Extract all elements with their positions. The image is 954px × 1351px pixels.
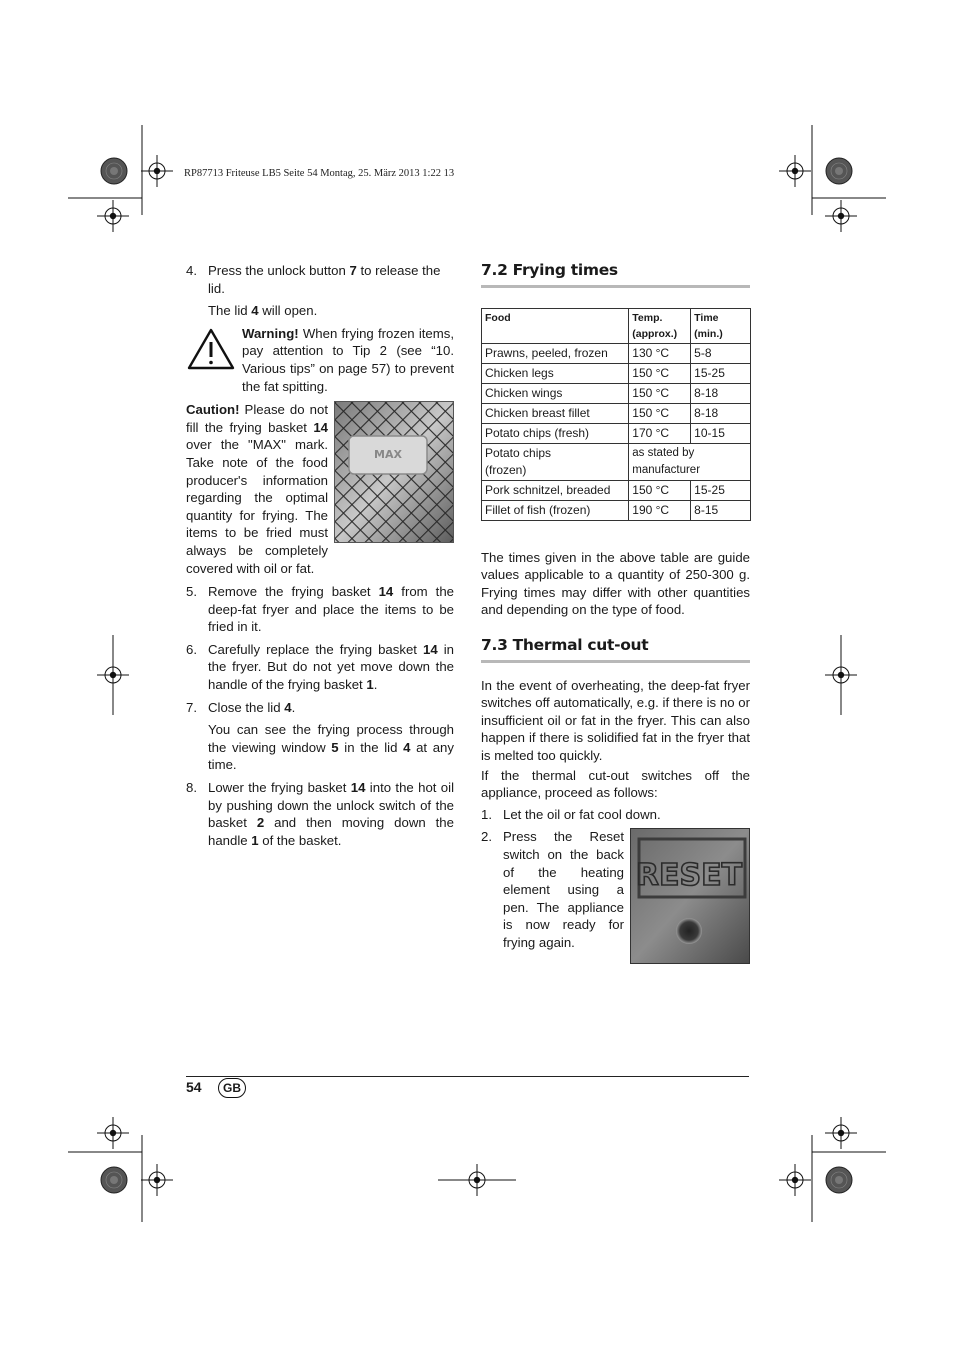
table-row: Chicken breast fillet 150 °C 8-18 xyxy=(482,403,751,423)
svg-text:RESET: RESET xyxy=(635,858,743,894)
footer-rule xyxy=(186,1076,749,1077)
left-column xyxy=(186,262,454,854)
frying-basket-max-photo xyxy=(334,401,454,543)
step-5: 5. Remove the frying basket 14 from the deep-fat fryer and place the items to be fried in it. xyxy=(186,584,454,635)
thermal-cutout-paragraph-2: If the thermal cut-out switches off the appliance, proceed as follows: xyxy=(481,767,750,801)
section-heading-frying-times: 7.2 Frying times xyxy=(481,262,750,288)
reset-switch-photo xyxy=(630,828,750,964)
right-column xyxy=(481,262,750,966)
table-row-frozen-chips: Potato chips (frozen) as stated by manufacturer xyxy=(482,443,751,480)
print-slug-line: RP87713 Friteuse LB5 Seite 54 Montag, 25. März 2013 1:22 13 xyxy=(184,168,455,179)
table-row: Pork schnitzel, breaded 150 °C 15-25 xyxy=(482,480,751,500)
language-badge: GB xyxy=(218,1078,246,1098)
frying-times-table xyxy=(481,308,751,521)
thermal-step-2: 2. RESET Press the Reset switch on the back of the heating element using a pen. The appliance is now ready for frying again. xyxy=(481,828,750,951)
step-4: 4. Press the unlock button 7 to release the lid. The lid 4 will open. xyxy=(186,263,441,319)
warning-text: When frying frozen items, pay attention to Tip 2 (see “10. Various tips” on page 57) to prevent the fat spitting. xyxy=(242,325,454,394)
warning-note xyxy=(186,325,454,395)
table-row: Potato chips (fresh) 170 °C 10-15 xyxy=(482,423,751,443)
thermal-step-1: 1. Let the oil or fat cool down. xyxy=(481,806,661,822)
table-row: Chicken wings 150 °C 8-18 xyxy=(482,383,751,403)
caution-note: MAX Caution! Please do not fill the frying basket 14 over the "MAX" mark. Take note of the food producer's information regarding the optimal quantity for frying. The items to be fried must always be completely covered with oil or fat. xyxy=(186,401,454,577)
frying-times-note: The times given in the above table are guide values applicable to a quantity of 250-300 g. Frying times may differ with other quantities and depending on the type of food. xyxy=(481,549,750,618)
step-7: 7. Close the lid 4. You can see the frying process through the viewing window 5 in the lid 4 at any time. xyxy=(186,699,454,773)
table-row: Fillet of fish (frozen) 190 °C 8-15 xyxy=(482,500,751,520)
caution-label: Caution! xyxy=(186,402,240,418)
warning-triangle-icon xyxy=(186,327,236,371)
svg-text:MAX: MAX xyxy=(374,448,402,462)
table-header-row: Food Temp. (approx.) Time (min.) xyxy=(482,308,751,343)
thermal-cutout-paragraph-1: In the event of overheating, the deep-fat fryer switches off automatically, e.g. if there is no or insufficient oil or fat in the fryer. This can also happen if there is solidified fat in the fryer that is melted too quickly. xyxy=(481,677,750,763)
table-row: Prawns, peeled, frozen 130 °C 5-8 xyxy=(482,343,751,363)
table-row: Chicken legs 150 °C 15-25 xyxy=(482,363,751,383)
page-number: 54 xyxy=(186,1079,202,1095)
section-heading-thermal-cutout: 7.3 Thermal cut-out xyxy=(481,637,750,663)
step-6: 6. Carefully replace the frying basket 14 in the fryer. But do not yet move down the handle of the frying basket 1. xyxy=(186,641,454,693)
warning-label: Warning! xyxy=(242,325,299,341)
step-8: 8. Lower the frying basket 14 into the hot oil by pushing down the unlock switch of the basket 2 and then moving down the handle 1 of the basket. xyxy=(186,780,454,848)
